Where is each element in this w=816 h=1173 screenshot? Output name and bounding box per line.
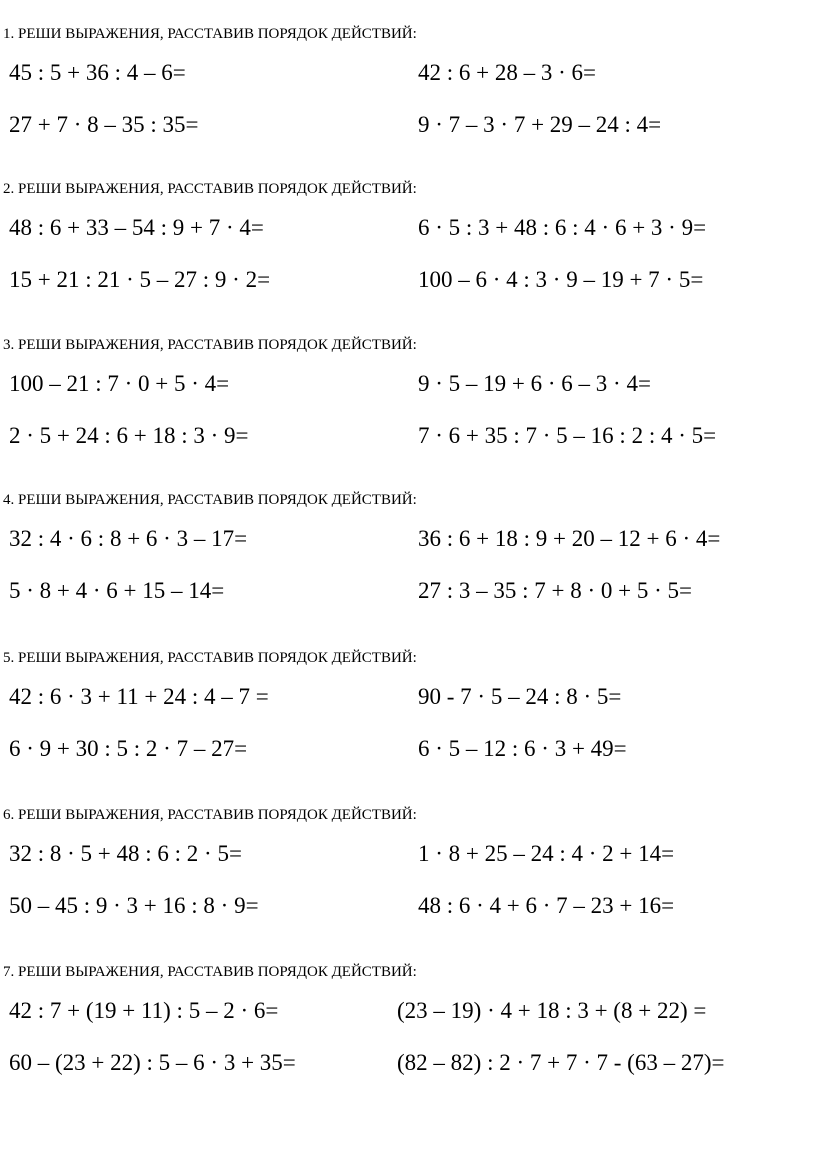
expression: 36 : 6 + 18 : 9 + 20 – 12 + 6 · 4= bbox=[418, 526, 721, 551]
task-title: 3. РЕШИ ВЫРАЖЕНИЯ, РАССТАВИВ ПОРЯДОК ДЕЙСТВИЙ: bbox=[3, 337, 417, 353]
expression: 9 · 5 – 19 + 6 · 6 – 3 · 4= bbox=[418, 371, 651, 396]
expression: 90 - 7 · 5 – 24 : 8 · 5= bbox=[418, 684, 622, 709]
expression: 45 : 5 + 36 : 4 – 6= bbox=[9, 60, 186, 85]
expression: 100 – 6 · 4 : 3 · 9 – 19 + 7 · 5= bbox=[418, 267, 704, 292]
expression: 1 · 8 + 25 – 24 : 4 · 2 + 14= bbox=[418, 841, 675, 866]
expression: 32 : 8 · 5 + 48 : 6 : 2 · 5= bbox=[9, 841, 242, 866]
expression: 100 – 21 : 7 · 0 + 5 · 4= bbox=[9, 371, 230, 396]
expression: 15 + 21 : 21 · 5 – 27 : 9 · 2= bbox=[9, 267, 271, 292]
task-title: 1. РЕШИ ВЫРАЖЕНИЯ, РАССТАВИВ ПОРЯДОК ДЕЙСТВИЙ: bbox=[3, 26, 417, 42]
expression: 42 : 6 + 28 – 3 · 6= bbox=[418, 60, 596, 85]
expression: 48 : 6 · 4 + 6 · 7 – 23 + 16= bbox=[418, 893, 675, 918]
task-title: 4. РЕШИ ВЫРАЖЕНИЯ, РАССТАВИВ ПОРЯДОК ДЕЙСТВИЙ: bbox=[3, 492, 417, 508]
expression: 9 · 7 – 3 · 7 + 29 – 24 : 4= bbox=[418, 112, 662, 137]
task-title: 7. РЕШИ ВЫРАЖЕНИЯ, РАССТАВИВ ПОРЯДОК ДЕЙСТВИЙ: bbox=[3, 964, 417, 980]
task-title: 6. РЕШИ ВЫРАЖЕНИЯ, РАССТАВИВ ПОРЯДОК ДЕЙСТВИЙ: bbox=[3, 807, 417, 823]
expression: (82 – 82) : 2 · 7 + 7 · 7 - (63 – 27)= bbox=[397, 1050, 725, 1075]
expression: 42 : 6 · 3 + 11 + 24 : 4 – 7 = bbox=[9, 684, 269, 709]
expression: 32 : 4 · 6 : 8 + 6 · 3 – 17= bbox=[9, 526, 248, 551]
expression: 7 · 6 + 35 : 7 · 5 – 16 : 2 : 4 · 5= bbox=[418, 423, 717, 448]
expression: 48 : 6 + 33 – 54 : 9 + 7 · 4= bbox=[9, 215, 264, 240]
expression: 6 · 5 – 12 : 6 · 3 + 49= bbox=[418, 736, 627, 761]
task-title: 2. РЕШИ ВЫРАЖЕНИЯ, РАССТАВИВ ПОРЯДОК ДЕЙСТВИЙ: bbox=[3, 181, 417, 197]
expression: 6 · 5 : 3 + 48 : 6 : 4 · 6 + 3 · 9= bbox=[418, 215, 707, 240]
expression: 27 + 7 · 8 – 35 : 35= bbox=[9, 112, 199, 137]
expression: 50 – 45 : 9 · 3 + 16 : 8 · 9= bbox=[9, 893, 259, 918]
expression: 5 · 8 + 4 · 6 + 15 – 14= bbox=[9, 578, 225, 603]
expression: 42 : 7 + (19 + 11) : 5 – 2 · 6= bbox=[9, 998, 279, 1023]
expression: 60 – (23 + 22) : 5 – 6 · 3 + 35= bbox=[9, 1050, 296, 1075]
task-title: 5. РЕШИ ВЫРАЖЕНИЯ, РАССТАВИВ ПОРЯДОК ДЕЙСТВИЙ: bbox=[3, 650, 417, 666]
expression: 2 · 5 + 24 : 6 + 18 : 3 · 9= bbox=[9, 423, 249, 448]
expression: 6 · 9 + 30 : 5 : 2 · 7 – 27= bbox=[9, 736, 248, 761]
expression: 27 : 3 – 35 : 7 + 8 · 0 + 5 · 5= bbox=[418, 578, 693, 603]
expression: (23 – 19) · 4 + 18 : 3 + (8 + 22) = bbox=[397, 998, 707, 1023]
